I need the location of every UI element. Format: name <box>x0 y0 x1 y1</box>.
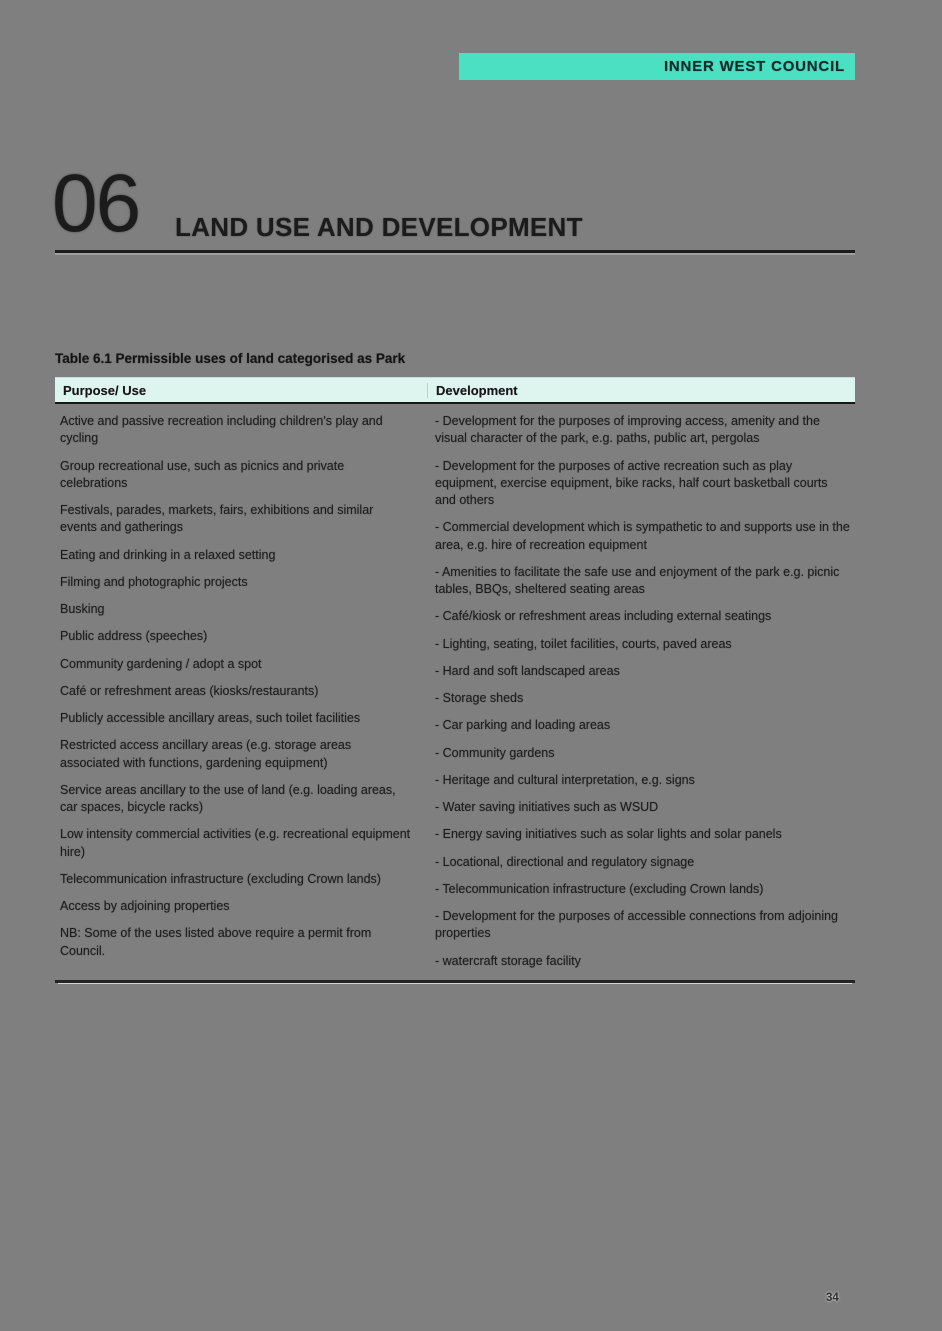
purpose-use-column-header: Purpose/ Use <box>63 382 147 398</box>
development-item: - Hard and soft landscaped areas <box>435 663 620 678</box>
development-column <box>427 413 855 980</box>
development-item: - Car parking and loading areas <box>435 718 611 733</box>
page-number: 34 <box>826 1292 839 1304</box>
development-item: - Water saving initiatives such as WSUD <box>435 800 659 814</box>
table-header-row <box>55 377 855 404</box>
purpose-use-item: Eating and drinking in a relaxed setting <box>60 547 276 562</box>
development-item: - Telecommunication infrastructure (excluding Crown lands) <box>435 881 764 896</box>
development-item: - Commercial development which is sympathetic to and supports use in the area, e.g. hire of recreation equipment <box>435 520 850 552</box>
permissible-uses-table <box>55 377 855 983</box>
purpose-use-item: Access by adjoining properties <box>60 899 230 913</box>
development-item: - Locational, directional and regulatory signage <box>435 854 695 869</box>
purpose-use-item: Active and passive recreation including children's play and cycling <box>60 414 383 446</box>
purpose-use-item: Restricted access ancillary areas (e.g. storage areas associated with functions, gardening equipment) <box>60 738 352 770</box>
table-body <box>55 404 855 983</box>
purpose-use-item: Public address (speeches) <box>60 629 208 644</box>
development-column-header: Development <box>427 383 855 398</box>
purpose-use-item: Community gardening / adopt a spot <box>60 656 262 671</box>
council-banner <box>459 53 855 80</box>
purpose-use-item: Filming and photographic projects <box>60 574 248 589</box>
table-caption: Table 6.1 Permissible uses of land categorised as Park <box>55 351 406 366</box>
purpose-use-item: Service areas ancillary to the use of land (e.g. loading areas, car spaces, bicycle racks) <box>60 782 396 814</box>
development-item: - Development for the purposes of accessible connections from adjoining properties <box>435 909 838 941</box>
purpose-use-item: Group recreational use, such as picnics and private celebrations <box>60 458 345 490</box>
purpose-use-item: Telecommunication infrastructure (excluding Crown lands) <box>60 871 381 886</box>
development-item: - Development for the purposes of improving access, amenity and the visual character of the park, e.g. paths, public art, pergolas <box>435 414 820 446</box>
purpose-use-item: Café or refreshment areas (kiosks/restaurants) <box>60 683 319 698</box>
title-divider <box>55 250 855 253</box>
development-item: - Lighting, seating, toilet facilities, courts, paved areas <box>435 636 732 651</box>
purpose-use-item: Festivals, parades, markets, fairs, exhibitions and similar events and gatherings <box>60 503 374 535</box>
development-item: - Amenities to facilitate the safe use and enjoyment of the park e.g. picnic tables, BBQs, sheltered seating areas <box>435 564 840 596</box>
development-item: - Energy saving initiatives such as solar lights and solar panels <box>435 827 782 842</box>
chapter-number: 06 <box>52 158 140 249</box>
council-banner-text: INNER WEST COUNCIL <box>663 58 845 75</box>
purpose-use-item: NB: Some of the uses listed above require a permit from Council. <box>60 926 372 958</box>
development-item: - Café/kiosk or refreshment areas including external seatings <box>435 609 772 624</box>
development-item: - watercraft storage facility <box>435 953 581 968</box>
purpose-use-item: Busking <box>60 602 105 616</box>
development-item: - Development for the purposes of active recreation such as play equipment, exercise equipment, bike racks, half court basketball courts and others <box>435 458 828 507</box>
development-item: - Storage sheds <box>435 691 524 705</box>
development-item: - Community gardens <box>435 745 555 760</box>
chapter-title: LAND USE AND DEVELOPMENT <box>175 212 583 242</box>
purpose-use-item: Low intensity commercial activities (e.g. recreational equipment hire) <box>60 827 411 859</box>
development-item: - Heritage and cultural interpretation, e.g. signs <box>435 772 695 787</box>
purpose-use-item: Publicly accessible ancillary areas, such toilet facilities <box>60 711 361 725</box>
purpose-use-column <box>55 413 427 980</box>
